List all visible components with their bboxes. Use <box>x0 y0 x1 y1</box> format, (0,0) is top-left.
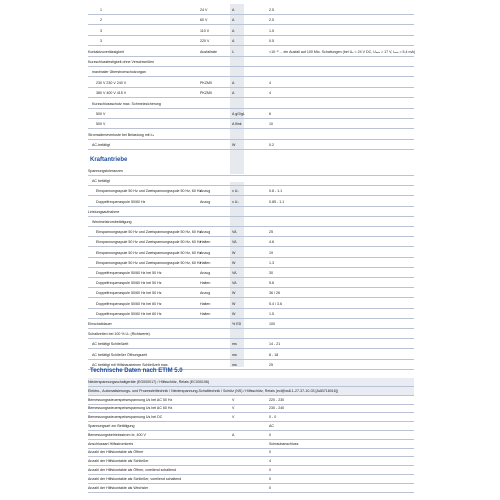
row-label: 380 V 400 V 415 V <box>96 91 127 96</box>
table-row <box>88 457 414 466</box>
row-value: 0 <box>269 432 271 437</box>
row-label: Einspannungsspule 50 Hz und Zweispannungsspule 50 Hz, 60 Hz <box>96 260 202 265</box>
row-unit: A <box>232 28 235 33</box>
row-unit: λ <box>232 49 234 54</box>
row-condition: Halten <box>200 281 211 286</box>
table-row <box>88 68 414 77</box>
row-condition: 110 V <box>200 28 210 33</box>
table-row <box>88 198 414 207</box>
table-row <box>88 167 414 176</box>
table-row <box>88 396 414 405</box>
row-label: Schaltzeiten bei 100 % Uₛ (Richtwerte) <box>88 332 150 337</box>
row-label: AC betätigt Schließer Öffnungszeit <box>92 352 148 357</box>
row-label: 2 <box>100 18 102 23</box>
section-title-etim: Technische Daten nach ETIM 5.0 <box>90 368 183 374</box>
table-row <box>88 37 414 46</box>
row-value: 36 / 26 <box>269 291 280 296</box>
table-row <box>88 448 414 457</box>
row-label: Doppelfrequenzspule 50/60 Hz bei 60 Hz <box>96 311 162 316</box>
row-value: 25 <box>269 362 273 367</box>
table-row <box>88 340 414 349</box>
row-unit: A <box>232 432 235 437</box>
row-condition: Ausfallrate <box>200 49 217 54</box>
row-unit: A <box>232 80 235 85</box>
row-value: 4 <box>269 80 271 85</box>
row-label: Anschlussart Hilfsstromkreis <box>88 441 134 446</box>
table-row <box>88 289 414 298</box>
row-unit: VA <box>232 240 237 245</box>
row-value: 0 <box>269 485 271 490</box>
table-row <box>88 141 414 150</box>
row-value: 8 - 18 <box>269 352 279 357</box>
row-condition: Anzug <box>200 271 211 275</box>
row-condition: PKZM0 <box>200 80 212 85</box>
row-value: 25 <box>269 230 273 235</box>
table-row <box>88 351 414 360</box>
row-label: Anzahl der Hilfskontakte als Öffner, voreilend schaltend <box>88 468 177 472</box>
row-unit: W <box>232 291 236 296</box>
row-condition: Halten <box>200 301 211 306</box>
row-unit: A <box>232 39 235 44</box>
table-row <box>88 89 414 98</box>
row-label: Bemessungssteuerspeisespannung Us bei AC 50 Hz <box>88 397 173 402</box>
row-label: AC betätigt <box>92 179 110 184</box>
row-label: Anzahl der Hilfskontakte als Wechsler <box>88 485 149 490</box>
row-value: 6 <box>269 112 271 116</box>
row-value: <10⁻⁸ ... ein Ausfall auf 100 Mio. Schaltungen (bei Uₑ = 24 V DC, Uₘᵢₙ = 17 V, Iₘᵢₙ = 5,4 mA) <box>269 49 416 54</box>
row-value: 2.5 <box>269 8 274 12</box>
table-row <box>88 413 414 422</box>
section-title-kraftantriebe: Kraftantriebe <box>90 157 128 163</box>
row-unit: % ED <box>232 322 242 326</box>
row-condition: Anzug <box>200 199 211 204</box>
table-row <box>88 187 414 196</box>
row-unit: V <box>232 415 235 420</box>
table-row <box>88 120 414 129</box>
row-label: Kontaktzuverlässigkeit <box>88 49 124 54</box>
row-value: 4.6 <box>269 240 274 245</box>
row-value: 1.3 <box>269 260 274 265</box>
row-value: 19 <box>269 250 273 255</box>
table-row <box>88 16 414 25</box>
table-row <box>88 228 414 237</box>
row-unit: ms <box>232 352 237 357</box>
row-value: 0.2 <box>269 143 274 148</box>
row-label: Einspannungsspule 50 Hz und Zweispannungsspule 50 Hz, 60 Hz <box>96 250 202 255</box>
row-label: Spannungsart zur Betätigung <box>88 424 135 428</box>
row-condition: Anzug <box>200 291 211 296</box>
row-unit: ms <box>232 362 237 367</box>
row-value: 5.6 <box>269 281 274 286</box>
table-row <box>88 177 414 186</box>
row-value: 5.4 / 3.6 <box>269 301 282 306</box>
row-label: 230 V 230 V 240 V <box>96 80 127 85</box>
table-row <box>88 100 414 109</box>
row-condition: Halten <box>200 240 211 245</box>
row-label: Kurzschlussschutz max. Schmelzsicherung <box>92 101 161 106</box>
row-unit: V <box>232 406 235 411</box>
row-label: Anzahl der Hilfskontakte als Schließer <box>88 459 149 464</box>
row-label: Einspannungsspule 50 Hz und Zweispannungsspule 50 Hz, 60 Hz <box>96 240 202 245</box>
row-label: AC betätigt Schließzeit <box>92 342 129 347</box>
row-condition: Halten <box>200 260 211 265</box>
row-unit: A flink <box>232 122 242 127</box>
row-value: Schraubanschluss <box>269 441 299 446</box>
table-row <box>88 238 414 247</box>
row-unit: W <box>232 301 236 306</box>
row-value: 0.5 <box>269 39 274 44</box>
row-label: Doppelfrequenzspule 50/60 Hz bei 50 Hz <box>96 291 162 296</box>
table-row <box>88 422 414 431</box>
row-unit: x Uₛ <box>232 189 239 194</box>
table-row <box>88 110 414 119</box>
table-row <box>88 218 414 227</box>
row-label: Doppelfrequenzspule 50/60 Hz <box>96 199 146 204</box>
table-row <box>88 131 414 140</box>
row-condition: 60 V <box>200 18 208 23</box>
row-value: 30 <box>269 271 273 275</box>
row-condition: Anzug <box>200 189 211 194</box>
row-value: 4 <box>269 91 271 96</box>
row-label: Bemessungsbetriebsstrom Ie, 400 V <box>88 432 146 437</box>
row-label: Einspannungsspule 50 Hz und Zweispannungsspule 50 Hz, 60 Hz <box>96 230 202 235</box>
table-row <box>88 378 414 387</box>
table-row <box>88 431 414 440</box>
table-row <box>88 48 414 57</box>
row-condition: 220 V <box>200 39 210 44</box>
row-label: Wechselstrombetätigung <box>92 220 132 224</box>
row-value: AC <box>269 424 274 428</box>
row-unit: W <box>232 260 236 265</box>
table-row <box>88 475 414 484</box>
row-label: Doppelfrequenzspule 50/60 Hz bei 50 Hz <box>96 281 162 286</box>
row-condition: 24 V <box>200 8 208 12</box>
row-unit: A <box>232 91 235 96</box>
row-label: maximaler Überstromschutzorgan <box>92 70 146 75</box>
row-value: 0 <box>269 476 271 481</box>
datasheet <box>88 4 414 494</box>
row-value: 0 <box>269 450 271 455</box>
row-unit: ms <box>232 342 237 347</box>
row-label: Einschaltdauer <box>88 322 112 326</box>
row-value: 0 <box>269 468 271 472</box>
row-label: Doppelfrequenzspule 50/60 Hz bei 50 Hz <box>96 271 162 275</box>
row-label: Anzahl der Hilfskontakte als Schließer, voreilend schaltend <box>88 476 182 481</box>
table-row <box>88 440 414 449</box>
row-label: Stromwärmeverluste bei Belastung mit Iₜₕ <box>88 132 155 137</box>
row-unit: VA <box>232 281 237 286</box>
row-label: Bemessungssteuerspeisespannung Us bei AC 60 Hz <box>88 406 173 411</box>
row-value: 230 - 240 <box>269 406 285 411</box>
row-condition: PKZM0 <box>200 91 212 96</box>
table-row <box>88 269 414 278</box>
table-row <box>88 208 414 217</box>
table-row <box>88 300 414 309</box>
table-row <box>88 279 414 288</box>
table-row <box>88 466 414 475</box>
row-label: 3 <box>100 39 102 44</box>
row-label: 500 V <box>96 112 106 116</box>
table-row <box>88 249 414 258</box>
row-unit: W <box>232 311 236 316</box>
row-value: 4 <box>269 459 271 464</box>
row-label: Kurzschlussfestigkeit ohne Verschweißen <box>88 60 155 64</box>
row-label: AC betätigt mit Hilfsbausteinen Schließzeit max. <box>92 362 169 367</box>
row-value: 2.5 <box>269 18 274 23</box>
table-row <box>88 79 414 88</box>
row-value: 0 - 0 <box>269 415 277 420</box>
row-label: Doppelfrequenzspule 50/60 Hz bei 60 Hz <box>96 301 162 306</box>
row-value: 0.8 - 1.1 <box>269 189 283 194</box>
row-label: AC-betätigt <box>92 143 110 148</box>
row-label: Einspannungsspule 50 Hz und Zweispannungsspule 50 Hz, 60 Hz <box>96 189 202 194</box>
row-value: 100 <box>269 322 275 326</box>
row-unit: A <box>232 18 235 23</box>
table-row <box>88 310 414 319</box>
row-condition: Anzug <box>200 230 211 235</box>
row-label: Elektro-, Automatisierungs- und Prozessleittechnik / Niederspannung-Schalttechnik / Schütz (NS) / Hilfsschütz, Relais (ecl@ss8.1-27-37-10-03 [AAB718016]) <box>88 388 338 393</box>
row-label: 500 V <box>96 122 106 127</box>
row-label: Spannungstoleranzen <box>88 169 123 173</box>
row-value: 0.85 - 1.1 <box>269 199 285 204</box>
table-row <box>88 320 414 329</box>
table-row <box>88 484 414 493</box>
table-row <box>88 27 414 36</box>
row-condition: Anzug <box>200 250 211 255</box>
row-label: Leistungsaufnahme <box>88 209 120 214</box>
table-row <box>88 6 414 15</box>
row-unit: V <box>232 397 235 402</box>
table-row <box>88 259 414 268</box>
row-unit: x Uₛ <box>232 199 239 204</box>
row-unit: W <box>232 250 236 255</box>
row-label: 1 <box>100 8 102 12</box>
row-unit: W <box>232 143 236 148</box>
row-unit: VA <box>232 271 237 275</box>
row-label: Anzahl der Hilfskontakte als Öffner <box>88 450 144 455</box>
row-label: 3 <box>100 28 102 33</box>
row-value: 14 - 21 <box>269 342 281 347</box>
row-label: Niederspannungsschaltgeräte (EG000017) / Hilfsschütz, Relais (EC000196) <box>88 380 210 384</box>
row-value: 220 - 230 <box>269 397 285 402</box>
table-row <box>88 387 414 396</box>
row-value: 10 <box>269 122 273 127</box>
row-value: 1.5 <box>269 28 274 33</box>
row-unit: A <box>232 8 235 12</box>
row-condition: Halten <box>200 311 211 316</box>
row-value: 1.5 <box>269 311 274 316</box>
table-row <box>88 330 414 339</box>
row-unit: VA <box>232 230 237 235</box>
row-label: Bemessungssteuerspeisespannung Us bei DC <box>88 415 163 420</box>
table-row <box>88 58 414 67</box>
row-unit: A gG/gL <box>232 112 245 116</box>
table-row <box>88 404 414 413</box>
